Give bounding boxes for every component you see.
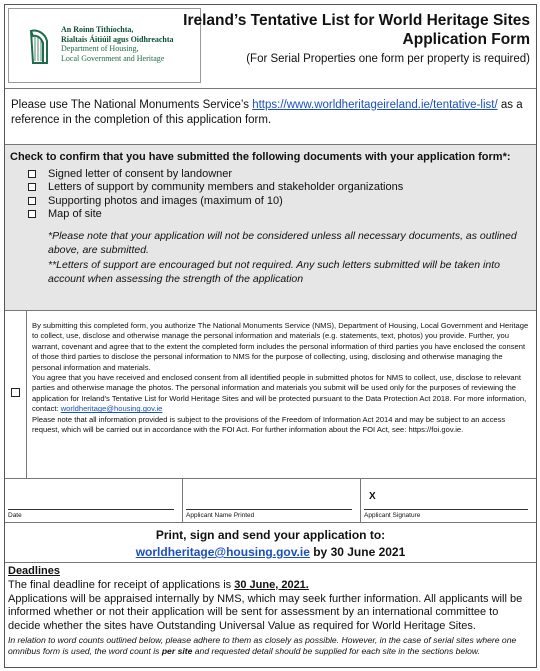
word-count-note [8, 635, 533, 657]
logo-line-english-1: Department of Housing, [61, 44, 139, 53]
consent-paragraph-1: By submitting this completed form, you authorize The National Monuments Service (NMS), Department of Housing, Local Government and Heritage to collect, use, disclose and otherwise manage the personal information and materials (e.g. statements, text, photos) you provide. Further, you warrant, covenant and agree that to the extent the completed form includes the personal information of third parties you have enclosed the consent of those third parties to disclose the personal information to NMS for the purpose of collecting, using, disclosing and otherwise managing the personal information and materials. [32, 321, 529, 372]
consent-paragraph-3: Please note that all information provided is subject to the provisions of the Freedom of Information Act 2014 and may be subject to an access request, which will be carried out in accordance with the FOI Act. For further information about the FOI Act, see: https://foi.gov.ie. [32, 414, 506, 435]
applicant-signature-label: Applicant Signature [364, 512, 421, 519]
name-line [186, 509, 352, 510]
tentative-list-link[interactable]: https://www.worldheritageireland.ie/tentative-list/ [252, 99, 498, 111]
deadline-text: The final deadline for receipt of applications is [8, 578, 235, 591]
intro-text: Please use The National Monuments Service’s [11, 99, 253, 111]
checklist-item-consent-letter [28, 167, 531, 181]
logo-line-irish-1: An Roinn Tithíochta, [61, 25, 134, 34]
deadlines-heading: Deadlines [8, 565, 60, 577]
consent-checkbox-cell [5, 311, 27, 478]
form-header [5, 5, 536, 89]
consent-email-link[interactable]: worldheritage@housing.gov.ie [60, 404, 163, 414]
intro-section [5, 89, 536, 145]
signature-line [364, 509, 528, 510]
intro-text-end: as a reference in the completion of this application form. [11, 99, 523, 126]
checklist-heading: Check to confirm that you have submitted the following documents with your application form*: [10, 151, 511, 163]
page-subtitle: (For Serial Properties one form per property is required) [246, 53, 530, 65]
submission-email-link[interactable]: worldheritage@housing.gov.ie [135, 545, 310, 559]
checklist-item-support-letters [28, 181, 531, 195]
required-documents-note: *Please note that your application will not be considered unless all necessary documents, as outlined above, are submitted. [48, 230, 517, 256]
submission-email-line [5, 544, 536, 561]
checklist-label: Map of site [48, 208, 102, 221]
checkbox-site-map[interactable] [28, 210, 36, 218]
checkbox-consent-letter[interactable] [28, 170, 36, 178]
page-title [183, 11, 530, 49]
logo-text [61, 25, 174, 63]
department-logo [8, 8, 201, 83]
signature-x-mark: X [369, 491, 376, 502]
submission-instructions [5, 523, 536, 563]
applicant-name-label: Applicant Name Printed [186, 512, 255, 519]
logo-line-english-2: Local Government and Heritage [61, 53, 165, 63]
harp-icon [27, 27, 51, 67]
submission-heading: Print, sign and send your application to: [155, 528, 386, 542]
date-line [8, 509, 174, 510]
word-count-text-end: and requested detail should be supplied for each site in the sections below. [192, 645, 480, 656]
date-field[interactable] [5, 479, 183, 522]
consent-paragraph-2-text: You agree that you have received and enclosed consent from all identified people in submitted photos for NMS to collect, use, disclose to relevant parties and otherwise manage the photos. The personal information and materials you submit will be used only for the purposes of reviewing the application for Ireland's Tentative List for World Heritage Sites and will be protected pursuant to the Data Protection Act 2018. For more information, contact: [32, 373, 527, 414]
support-letters-note: **Letters of support are encouraged but not required. Any such letters submitted will be taken into account when assessing the strength of the application [48, 259, 500, 285]
checklist-label: Supporting photos and images (maximum of 10) [48, 194, 283, 207]
consent-text [32, 321, 532, 435]
deadlines-section [5, 563, 536, 669]
appraisal-text: Applications will be appraised internally by NMS, which may seek further information. All applicants will be informed whether or not their application will be sent for assessment by an international committee to decide whether the sites have Outstanding Universal Value as required for World Heritage Sites. [8, 592, 523, 633]
consent-checkbox[interactable] [11, 388, 20, 397]
application-form [4, 4, 537, 668]
title-line-1: Ireland’s Tentative List for World Heritage Sites [183, 12, 530, 29]
signature-row [5, 479, 536, 523]
consent-paragraph-2 [32, 373, 532, 415]
consent-section [5, 311, 536, 479]
applicant-signature-field[interactable] [361, 479, 536, 522]
logo-line-irish-2: Rialtais Áitiúil agus Oidhreachta [61, 34, 174, 44]
checklist-item-photos [28, 194, 531, 208]
word-count-text: In relation to word counts outlined below, please adhere to them as closely as possible. However, in the case of serial sites where one omnibus form is used, the word count is [8, 634, 517, 656]
title-line-2: Application Form [402, 31, 530, 48]
applicant-name-field[interactable] [183, 479, 361, 522]
checklist-item-site-map [28, 208, 531, 222]
checkbox-photos[interactable] [28, 197, 36, 205]
checklist-label: Signed letter of consent by landowner [48, 167, 233, 180]
date-label: Date [8, 512, 22, 519]
checklist-label: Letters of support by community members and stakeholder organizations [48, 181, 404, 194]
documents-checklist [5, 145, 536, 311]
deadline-line [8, 579, 533, 593]
deadline-date: 30 June, 2021. [234, 578, 309, 591]
word-count-emphasis: per site [161, 645, 193, 656]
checkbox-support-letters[interactable] [28, 183, 36, 191]
submission-deadline: by 30 June 2021 [309, 545, 406, 559]
